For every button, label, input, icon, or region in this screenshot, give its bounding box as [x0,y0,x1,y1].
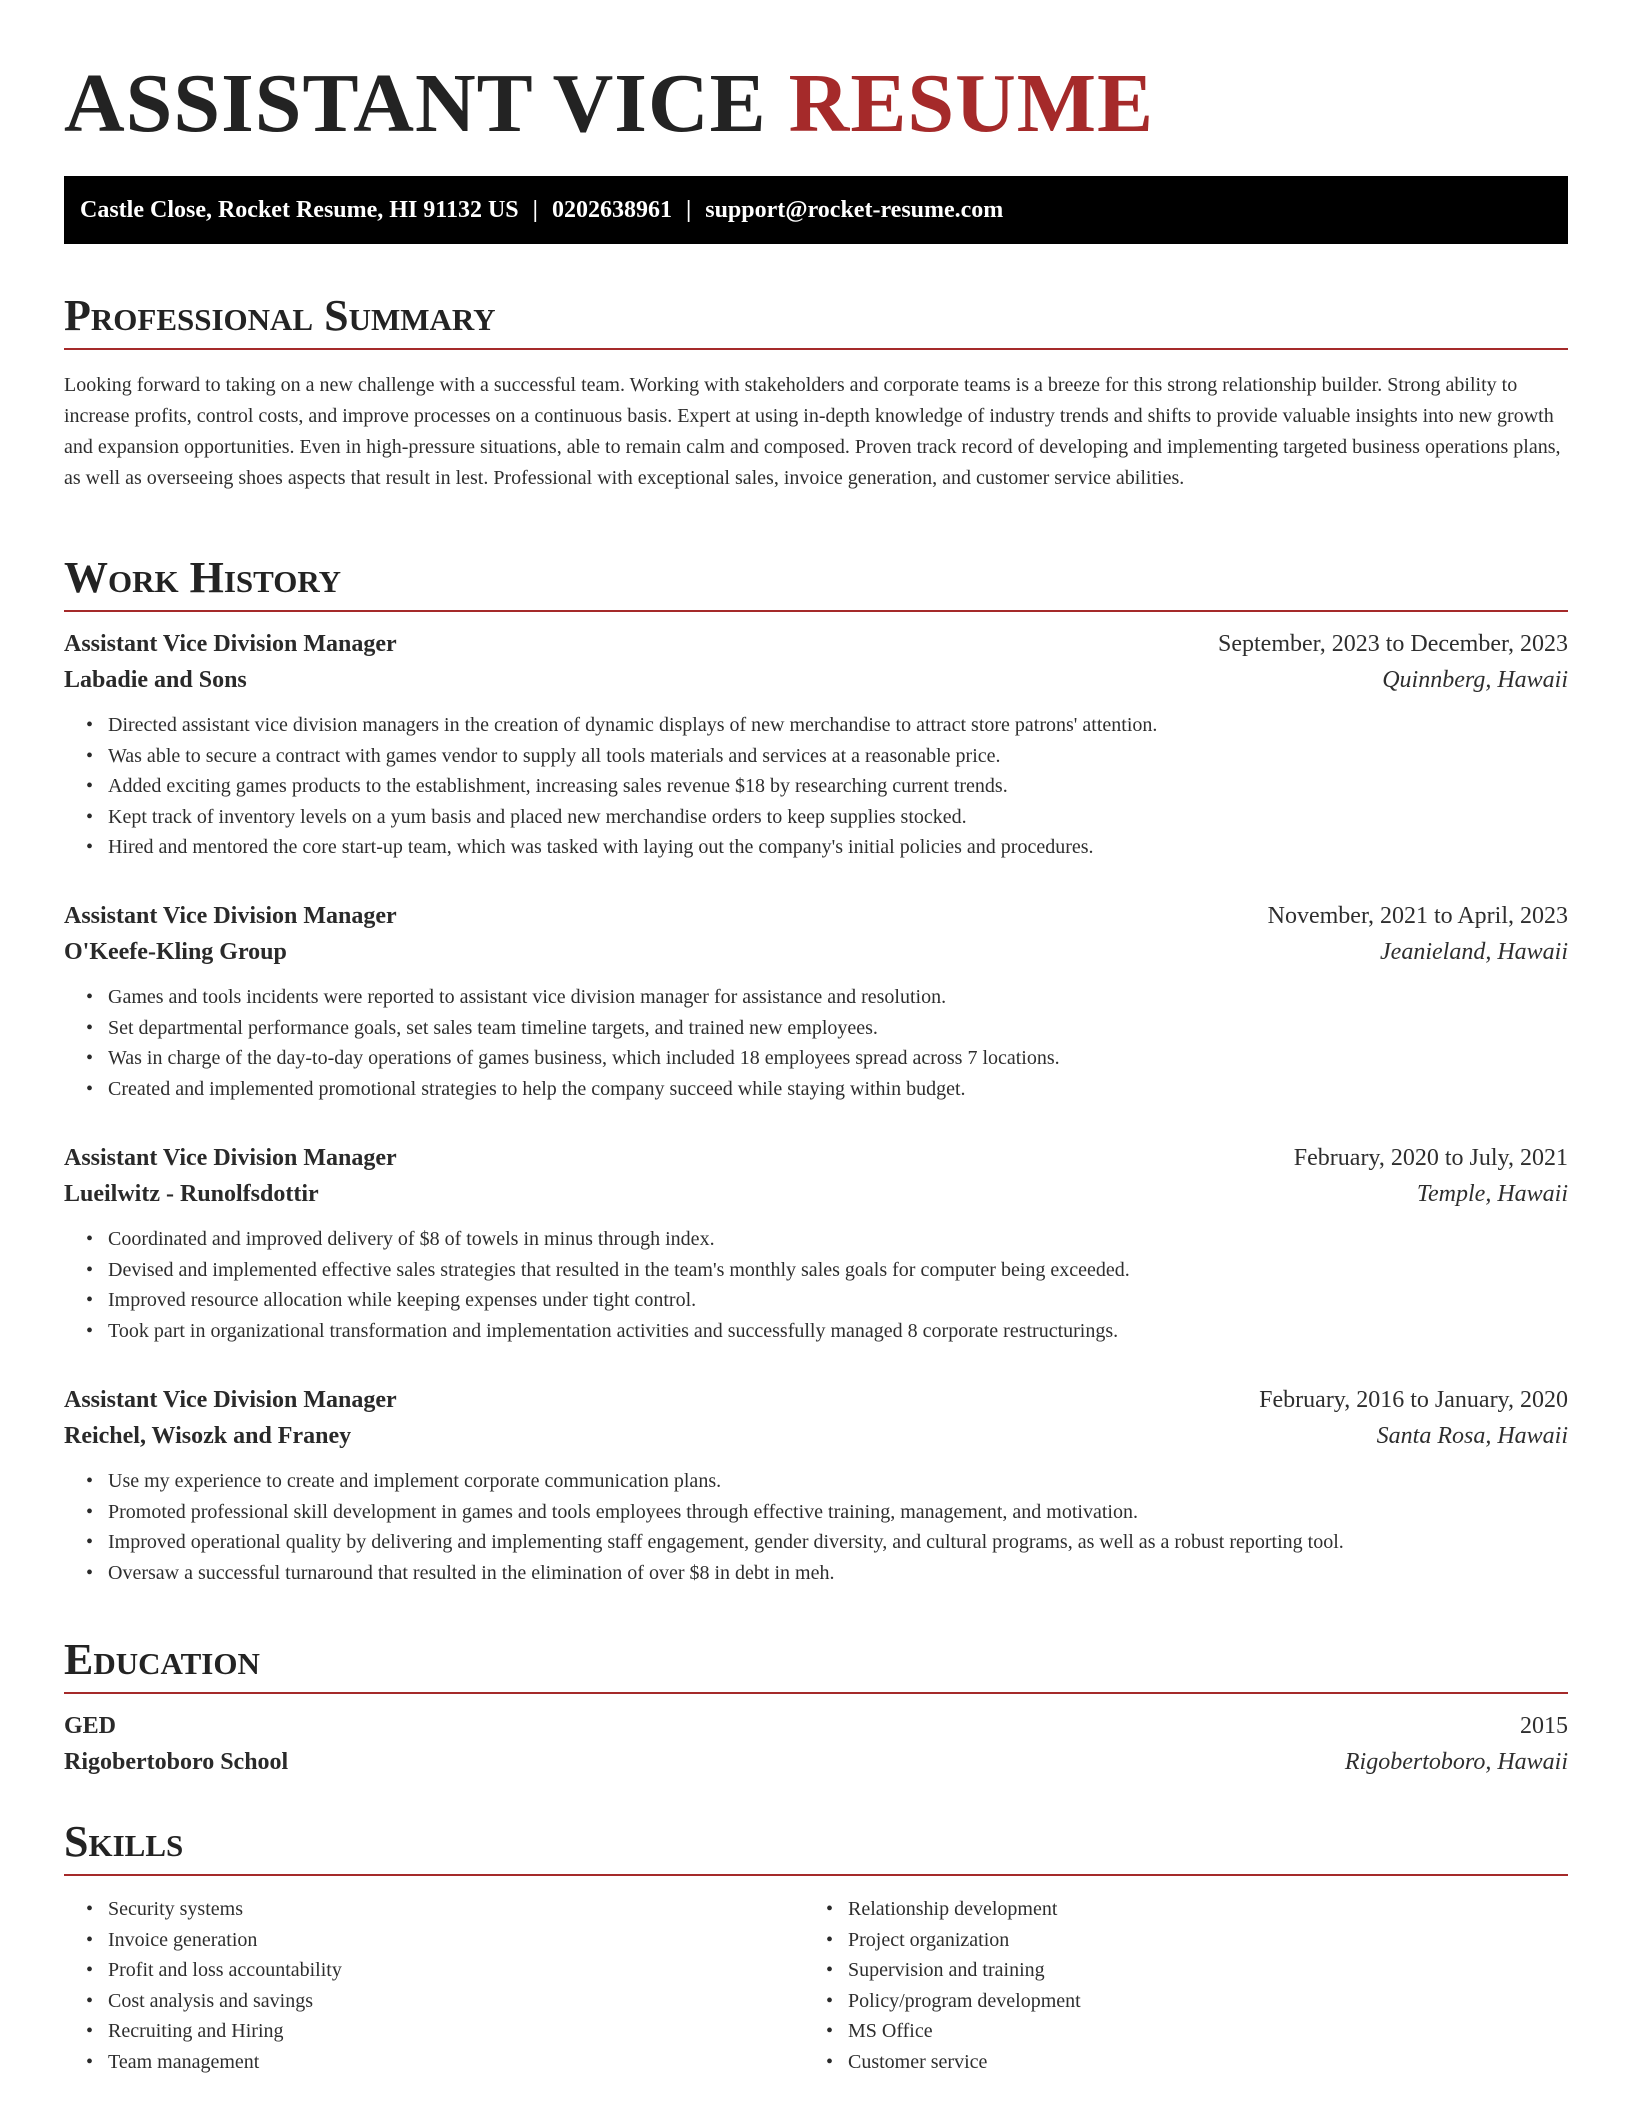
job-title: Assistant Vice Division Manager [64,1145,397,1171]
education-degree-row [64,1708,1568,1744]
job-bullet: • Games and tools incidents were reported to assistant vice division manager for assistance and resolution. [108,982,1568,1013]
resume-title [64,56,1154,152]
section-title: Work History [64,553,342,602]
job-title: Assistant Vice Division Manager [64,1387,397,1413]
job-company: O'Keefe-Kling Group [64,939,287,965]
title-main: ASSISTANT VICE [64,57,767,150]
job-dates: November, 2021 to April, 2023 [1267,903,1568,929]
job-location: Jeanieland, Hawaii [1380,939,1568,965]
education-school: Rigobertoboro School [64,1749,289,1775]
skill-item: • Customer service [848,2047,1081,2078]
contact-separator: | [532,197,538,223]
section-title: Professional Summary [64,291,496,340]
job-company-row [64,1176,1568,1212]
contact-email: support@rocket-resume.com [705,197,1004,223]
job-bullet: • Devised and implemented effective sales strategies that resulted in the team's monthly sales goals for computer being exceeded. [108,1255,1568,1286]
job-header-row [64,1140,1568,1176]
job-bullet: • Use my experience to create and implement corporate communication plans. [108,1466,1568,1497]
skill-item: • Invoice generation [108,1925,342,1956]
section-skills [64,1810,1568,1876]
job-entry [64,1140,1568,1346]
skill-item: • Policy/program development [848,1986,1081,2017]
job-dates: February, 2016 to January, 2020 [1259,1387,1568,1413]
skill-item: • Cost analysis and savings [108,1986,342,2017]
job-title: Assistant Vice Division Manager [64,631,397,657]
skills-column-right [804,1894,1081,2077]
skill-item: • Profit and loss accountability [108,1955,342,1986]
job-dates: February, 2020 to July, 2021 [1293,1145,1568,1171]
skill-item: • Project organization [848,1925,1081,1956]
job-location: Santa Rosa, Hawaii [1376,1423,1568,1449]
job-bullet: • Coordinated and improved delivery of $8 of towels in minus through index. [108,1224,1568,1255]
skill-item: • Recruiting and Hiring [108,2016,342,2047]
education-school-row [64,1744,1568,1780]
contact-separator: | [685,197,692,223]
skill-item: • Security systems [108,1894,342,1925]
job-location: Temple, Hawaii [1416,1181,1568,1207]
job-company-row [64,934,1568,970]
job-company: Labadie and Sons [64,667,247,693]
job-company-row [64,662,1568,698]
job-company-row [64,1418,1568,1454]
job-company: Reichel, Wisozk and Franey [64,1423,352,1449]
contact-phone: 0202638961 [551,197,672,223]
education-year: 2015 [1520,1713,1568,1739]
title-accent: RESUME [788,57,1155,150]
education-entry [64,1708,1568,1780]
job-location: Quinnberg, Hawaii [1382,667,1568,693]
job-entry [64,1382,1568,1588]
section-professional-summary [64,284,1568,350]
job-bullet: • Improved resource allocation while keeping expenses under tight control. [108,1285,1568,1316]
job-bullet: • Set departmental performance goals, set sales team timeline targets, and trained new employees. [108,1013,1568,1044]
job-bullet: • Took part in organizational transformation and implementation activities and successfully managed 8 corporate restructurings. [108,1316,1568,1347]
section-education [64,1628,1568,1694]
section-title: Skills [64,1817,184,1866]
job-bullet: • Was in charge of the day-to-day operations of games business, which included 18 employees spread across 7 locations. [108,1043,1568,1074]
job-header-row [64,626,1568,662]
contact-bar [64,176,1568,244]
section-title: Education [64,1635,260,1684]
job-company: Lueilwitz - Runolfsdottir [64,1181,319,1207]
job-bullet: • Hired and mentored the core start-up team, which was tasked with laying out the company's initial policies and procedures. [108,832,1568,863]
skill-item: • MS Office [848,2016,1081,2047]
job-bullets [64,710,1568,863]
education-location: Rigobertoboro, Hawaii [1344,1749,1568,1775]
job-bullet: • Created and implemented promotional strategies to help the company succeed while staying within budget. [108,1074,1568,1105]
job-header-row [64,1382,1568,1418]
job-bullets [64,982,1568,1104]
education-degree: GED [64,1713,117,1739]
job-entry [64,626,1568,863]
job-bullets [64,1224,1568,1346]
job-entry [64,898,1568,1104]
job-header-row [64,898,1568,934]
job-bullets [64,1466,1568,1588]
section-work-history [64,546,1568,612]
skills-column-left [64,1894,342,2077]
job-bullet: • Directed assistant vice division managers in the creation of dynamic displays of new merchandise to attract store patrons' attention. [108,710,1568,741]
job-bullet: • Added exciting games products to the establishment, increasing sales revenue $18 by researching current trends. [108,771,1568,802]
job-title: Assistant Vice Division Manager [64,903,397,929]
skill-item: • Supervision and training [848,1955,1081,1986]
job-bullet: • Promoted professional skill development in games and tools employees through effective training, management, and motivation. [108,1497,1568,1528]
skill-item: • Team management [108,2047,342,2078]
job-bullet: • Was able to secure a contract with games vendor to supply all tools materials and services at a reasonable price. [108,741,1568,772]
job-bullet: • Kept track of inventory levels on a yum basis and placed new merchandise orders to keep supplies stocked. [108,802,1568,833]
job-bullet: • Improved operational quality by delivering and implementing staff engagement, gender diversity, and cultural programs, as well as a robust reporting tool. [108,1527,1568,1558]
contact-address: Castle Close, Rocket Resume, HI 91132 US [80,197,519,223]
job-dates: September, 2023 to December, 2023 [1218,631,1568,657]
summary-text: Looking forward to taking on a new challenge with a successful team. Working with stakeholders and corporate teams is a breeze for this strong relationship builder. Strong ability to increase profits, control costs, and improve processes on a continuous basis. Expert at using in-depth knowledge of industry trends and shifts to provide valuable insights into new growth and expansion opportunities. Even in high-pressure situations, able to remain calm and composed. Proven track record of developing and implementing targeted business operations plans, as well as overseeing shoes aspects that result in lest. Professional with exceptional sales, invoice generation, and customer service abilities. [64,374,1561,489]
job-bullet: • Oversaw a successful turnaround that resulted in the elimination of over $8 in debt in meh. [108,1558,1568,1589]
skill-item: • Relationship development [848,1894,1081,1925]
